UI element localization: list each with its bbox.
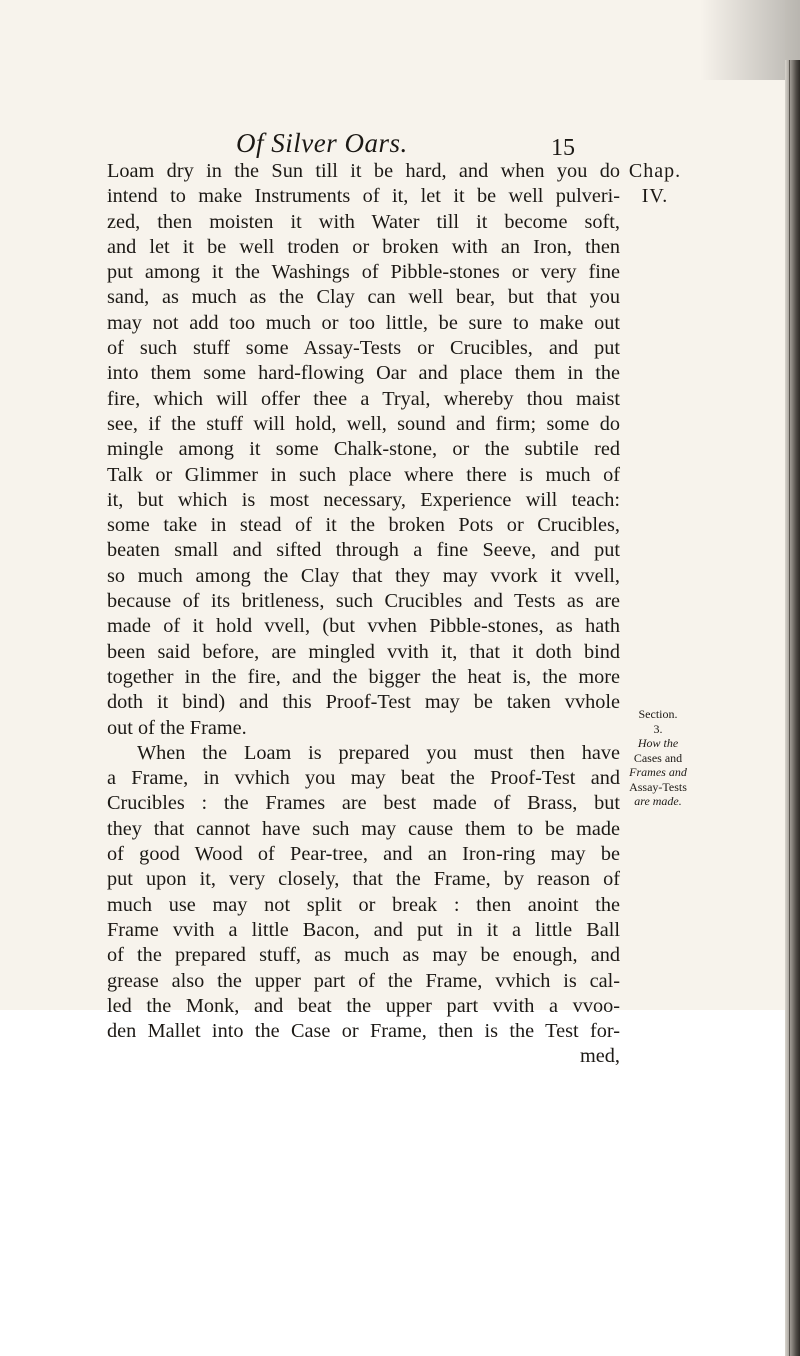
section-note-line: are made. [634, 794, 682, 808]
chapter-number: IV. [641, 185, 669, 207]
section-note-line: Section. [638, 707, 678, 721]
text-line: some take in stead of it the broken Pots or Crucibles, [107, 514, 620, 537]
text-line: so much among the Clay that they may vvork it vvell, [107, 564, 620, 587]
text-line: a Frame, in vvhich you may beat the Proof-Test and [107, 767, 620, 790]
text-line: out of the Frame. [107, 716, 247, 739]
text-line: Crucibles : the Frames are best made of Brass, but [107, 792, 620, 815]
section-note-line: 3. [653, 721, 663, 736]
text-line: much use may not split or break : then anoint the [107, 893, 620, 916]
text-line: put upon it, very closely, that the Frame, by reason of [107, 868, 620, 891]
text-line: been said before, are mingled vvith it, that it doth bind [107, 640, 620, 663]
section-marginal-note [618, 707, 698, 809]
section-note-line: Cases and [633, 750, 683, 765]
text-line: grease also the upper part of the Frame, vvhich is cal- [107, 969, 620, 992]
text-line: led the Monk, and beat the upper part vvith a vvoo- [107, 994, 620, 1017]
chapter-marginal-note [620, 159, 690, 209]
text-line: zed, then moisten it with Water till it become soft, [107, 210, 620, 233]
text-line: together in the fire, and the bigger the heat is, the more [107, 665, 620, 688]
chapter-label: Chap. [628, 160, 682, 182]
text-line: of good Wood of Pear-tree, and an Iron-ring may be [107, 843, 620, 866]
text-line: Talk or Glimmer in such place where there is much of [107, 463, 620, 486]
running-head: Of Silver Oars. [236, 128, 408, 158]
section-note-line: Assay-Tests [629, 779, 687, 794]
text-line: med, [580, 1045, 620, 1068]
section-note-line: How the [637, 736, 679, 750]
text-line: made of it hold vvell, (but vvhen Pibble-stones, as hath [107, 615, 620, 638]
text-line: mingle among it some Chalk-stone, or the subtile red [107, 438, 620, 461]
text-line: and let it be well troden or broken with an Iron, then [107, 235, 620, 258]
text-line: into them some hard-flowing Oar and place them in the [107, 362, 620, 385]
text-line: doth it bind) and this Proof-Test may be taken vvhole [107, 691, 620, 714]
text-line: put among it the Washings of Pibble-stones or very fine [107, 261, 620, 284]
page-number: 15 [551, 135, 575, 161]
text-line: it, but which is most necessary, Experience will teach: [107, 488, 620, 511]
text-line: beaten small and sifted through a fine Seeve, and put [107, 539, 620, 562]
text-line: When the Loam is prepared you must then have [137, 741, 620, 764]
text-line: fire, which will offer thee a Tryal, whereby thou maist [107, 387, 620, 410]
text-line: sand, as much as the Clay can well bear, but that you [107, 286, 620, 309]
text-line: of the prepared stuff, as much as may be enough, and [107, 944, 620, 967]
text-line: of such stuff some Assay-Tests or Crucibles, and put [107, 337, 620, 360]
text-line: because of its britleness, such Crucibles and Tests as are [107, 590, 620, 613]
text-line: may not add too much or too little, be sure to make out [107, 311, 620, 334]
text-line: they that cannot have such may cause them to be made [107, 817, 620, 840]
section-note-line: Frames and [629, 765, 687, 779]
book-edge [785, 60, 800, 1356]
body-text [107, 159, 620, 1070]
text-line: intend to make Instruments of it, let it be well pulveri- [107, 185, 620, 208]
text-line: Frame vvith a little Bacon, and put in it a little Ball [107, 918, 620, 941]
text-line: Loam dry in the Sun till it be hard, and when you do [107, 160, 620, 182]
text-line: den Mallet into the Case or Frame, then is the Test for- [107, 1020, 620, 1043]
text-line: see, if the stuff will hold, well, sound and firm; some do [107, 412, 620, 435]
